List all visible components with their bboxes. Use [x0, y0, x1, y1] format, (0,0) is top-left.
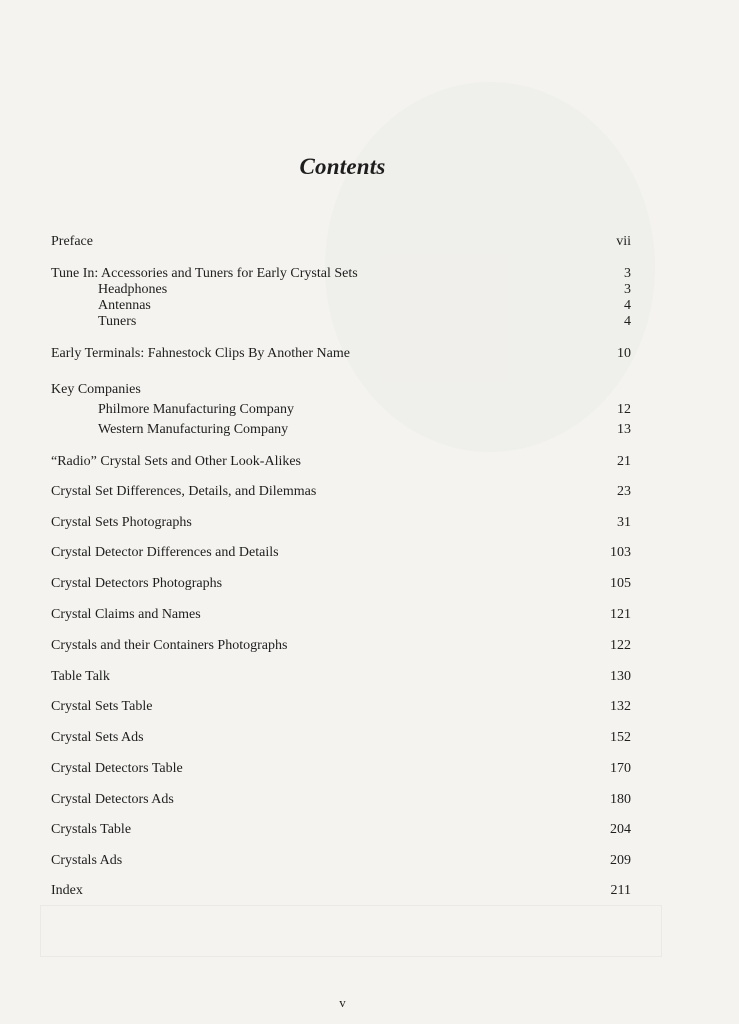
toc-entry-page: 130	[610, 669, 631, 684]
toc-entry-label: Antennas	[98, 298, 151, 313]
toc-entry-page: 204	[610, 822, 631, 837]
toc-entry-label: Preface	[51, 234, 93, 249]
toc-subentry-western	[98, 421, 631, 439]
toc-entry-page: 4	[624, 314, 631, 329]
toc-entry-label: Index	[51, 883, 83, 898]
toc-subentry-philmore	[98, 401, 631, 419]
toc-entry-page: 13	[617, 422, 631, 437]
toc-entry-page: 10	[617, 346, 631, 361]
toc-entry-label: Crystal Sets Table	[51, 699, 153, 714]
toc-entry-label: Crystal Detectors Ads	[51, 792, 174, 807]
toc-entry-page: 132	[610, 699, 631, 714]
toc-entry-crystal-set-differences	[51, 483, 631, 501]
toc-entry-index	[51, 882, 631, 900]
toc-entry-label: Crystal Claims and Names	[51, 607, 201, 622]
toc-entry-radio-crystal-sets	[51, 453, 631, 471]
toc-entry-page: 152	[610, 730, 631, 745]
toc-entry-label: Key Companies	[51, 382, 141, 397]
toc-entry-label: Crystals Table	[51, 822, 132, 837]
bleed-through-ad-box	[40, 905, 662, 957]
toc-entry-label: Tuners	[98, 314, 137, 329]
toc-entry-page: 21	[617, 454, 631, 469]
toc-entry-crystals-ads	[51, 852, 631, 870]
toc-entry-page: 209	[610, 853, 631, 868]
toc-entry-crystal-detectors-table	[51, 760, 631, 778]
toc-entry-page: 4	[624, 298, 631, 313]
toc-entry-page: 105	[610, 576, 631, 591]
toc-entry-label: Crystals Ads	[51, 853, 123, 868]
toc-entry-page: vii	[616, 234, 631, 249]
toc-entry-label: Crystal Detectors Table	[51, 761, 183, 776]
toc-entry-table-talk	[51, 668, 631, 686]
toc-entry-page: 31	[617, 515, 631, 530]
toc-entry-page: 3	[624, 282, 631, 297]
toc-entry-page: 103	[610, 545, 631, 560]
page-title: Contents	[299, 154, 386, 179]
toc-entry-page: 170	[610, 761, 631, 776]
toc-entry-crystal-detectors-photographs	[51, 575, 631, 593]
toc-entry-page: 23	[617, 484, 631, 499]
toc-entry-page: 3	[624, 266, 631, 281]
toc-subentry-tuners	[98, 313, 631, 331]
toc-entry-label: Western Manufacturing Company	[98, 422, 289, 437]
page-number: v	[339, 995, 346, 1010]
toc-entry-crystal-detector-differences	[51, 544, 631, 562]
toc-entry-crystal-claims	[51, 606, 631, 624]
toc-entry-crystals-table	[51, 821, 631, 839]
toc-entry-crystal-sets-photographs	[51, 514, 631, 532]
toc-entry-label: Crystal Sets Photographs	[51, 515, 192, 530]
toc-entry-crystals-containers	[51, 637, 631, 655]
toc-entry-label: Table Talk	[51, 669, 110, 684]
toc-entry-label: Headphones	[98, 282, 168, 297]
toc-entry-label: Crystal Sets Ads	[51, 730, 144, 745]
toc-entry-preface	[51, 233, 631, 251]
toc-entry-label: Tune In: Accessories and Tuners for Early Crystal Sets	[51, 266, 358, 281]
toc-entry-page: 122	[610, 638, 631, 653]
toc-entry-label: Early Terminals: Fahnestock Clips By Another Name	[51, 346, 350, 361]
toc-entry-page: 180	[610, 792, 631, 807]
toc-entry-page: 12	[617, 402, 631, 417]
toc-entry-label: Crystal Detectors Photographs	[51, 576, 223, 591]
toc-entry-crystal-sets-ads	[51, 729, 631, 747]
toc-entry-label: Philmore Manufacturing Company	[98, 402, 294, 417]
toc-entry-label: “Radio” Crystal Sets and Other Look-Alikes	[51, 454, 302, 469]
toc-entry-label: Crystals and their Containers Photographs	[51, 638, 288, 653]
toc-entry-label: Crystal Detector Differences and Details	[51, 545, 279, 560]
toc-entry-early-terminals	[51, 345, 631, 363]
toc-entry-page: 121	[610, 607, 631, 622]
toc-entry-key-companies	[51, 381, 631, 399]
toc-entry-label: Crystal Set Differences, Details, and Dilemmas	[51, 484, 317, 499]
toc-entry-crystal-sets-table	[51, 698, 631, 716]
toc-entry-crystal-detectors-ads	[51, 791, 631, 809]
toc-entry-page: 211	[610, 883, 631, 898]
